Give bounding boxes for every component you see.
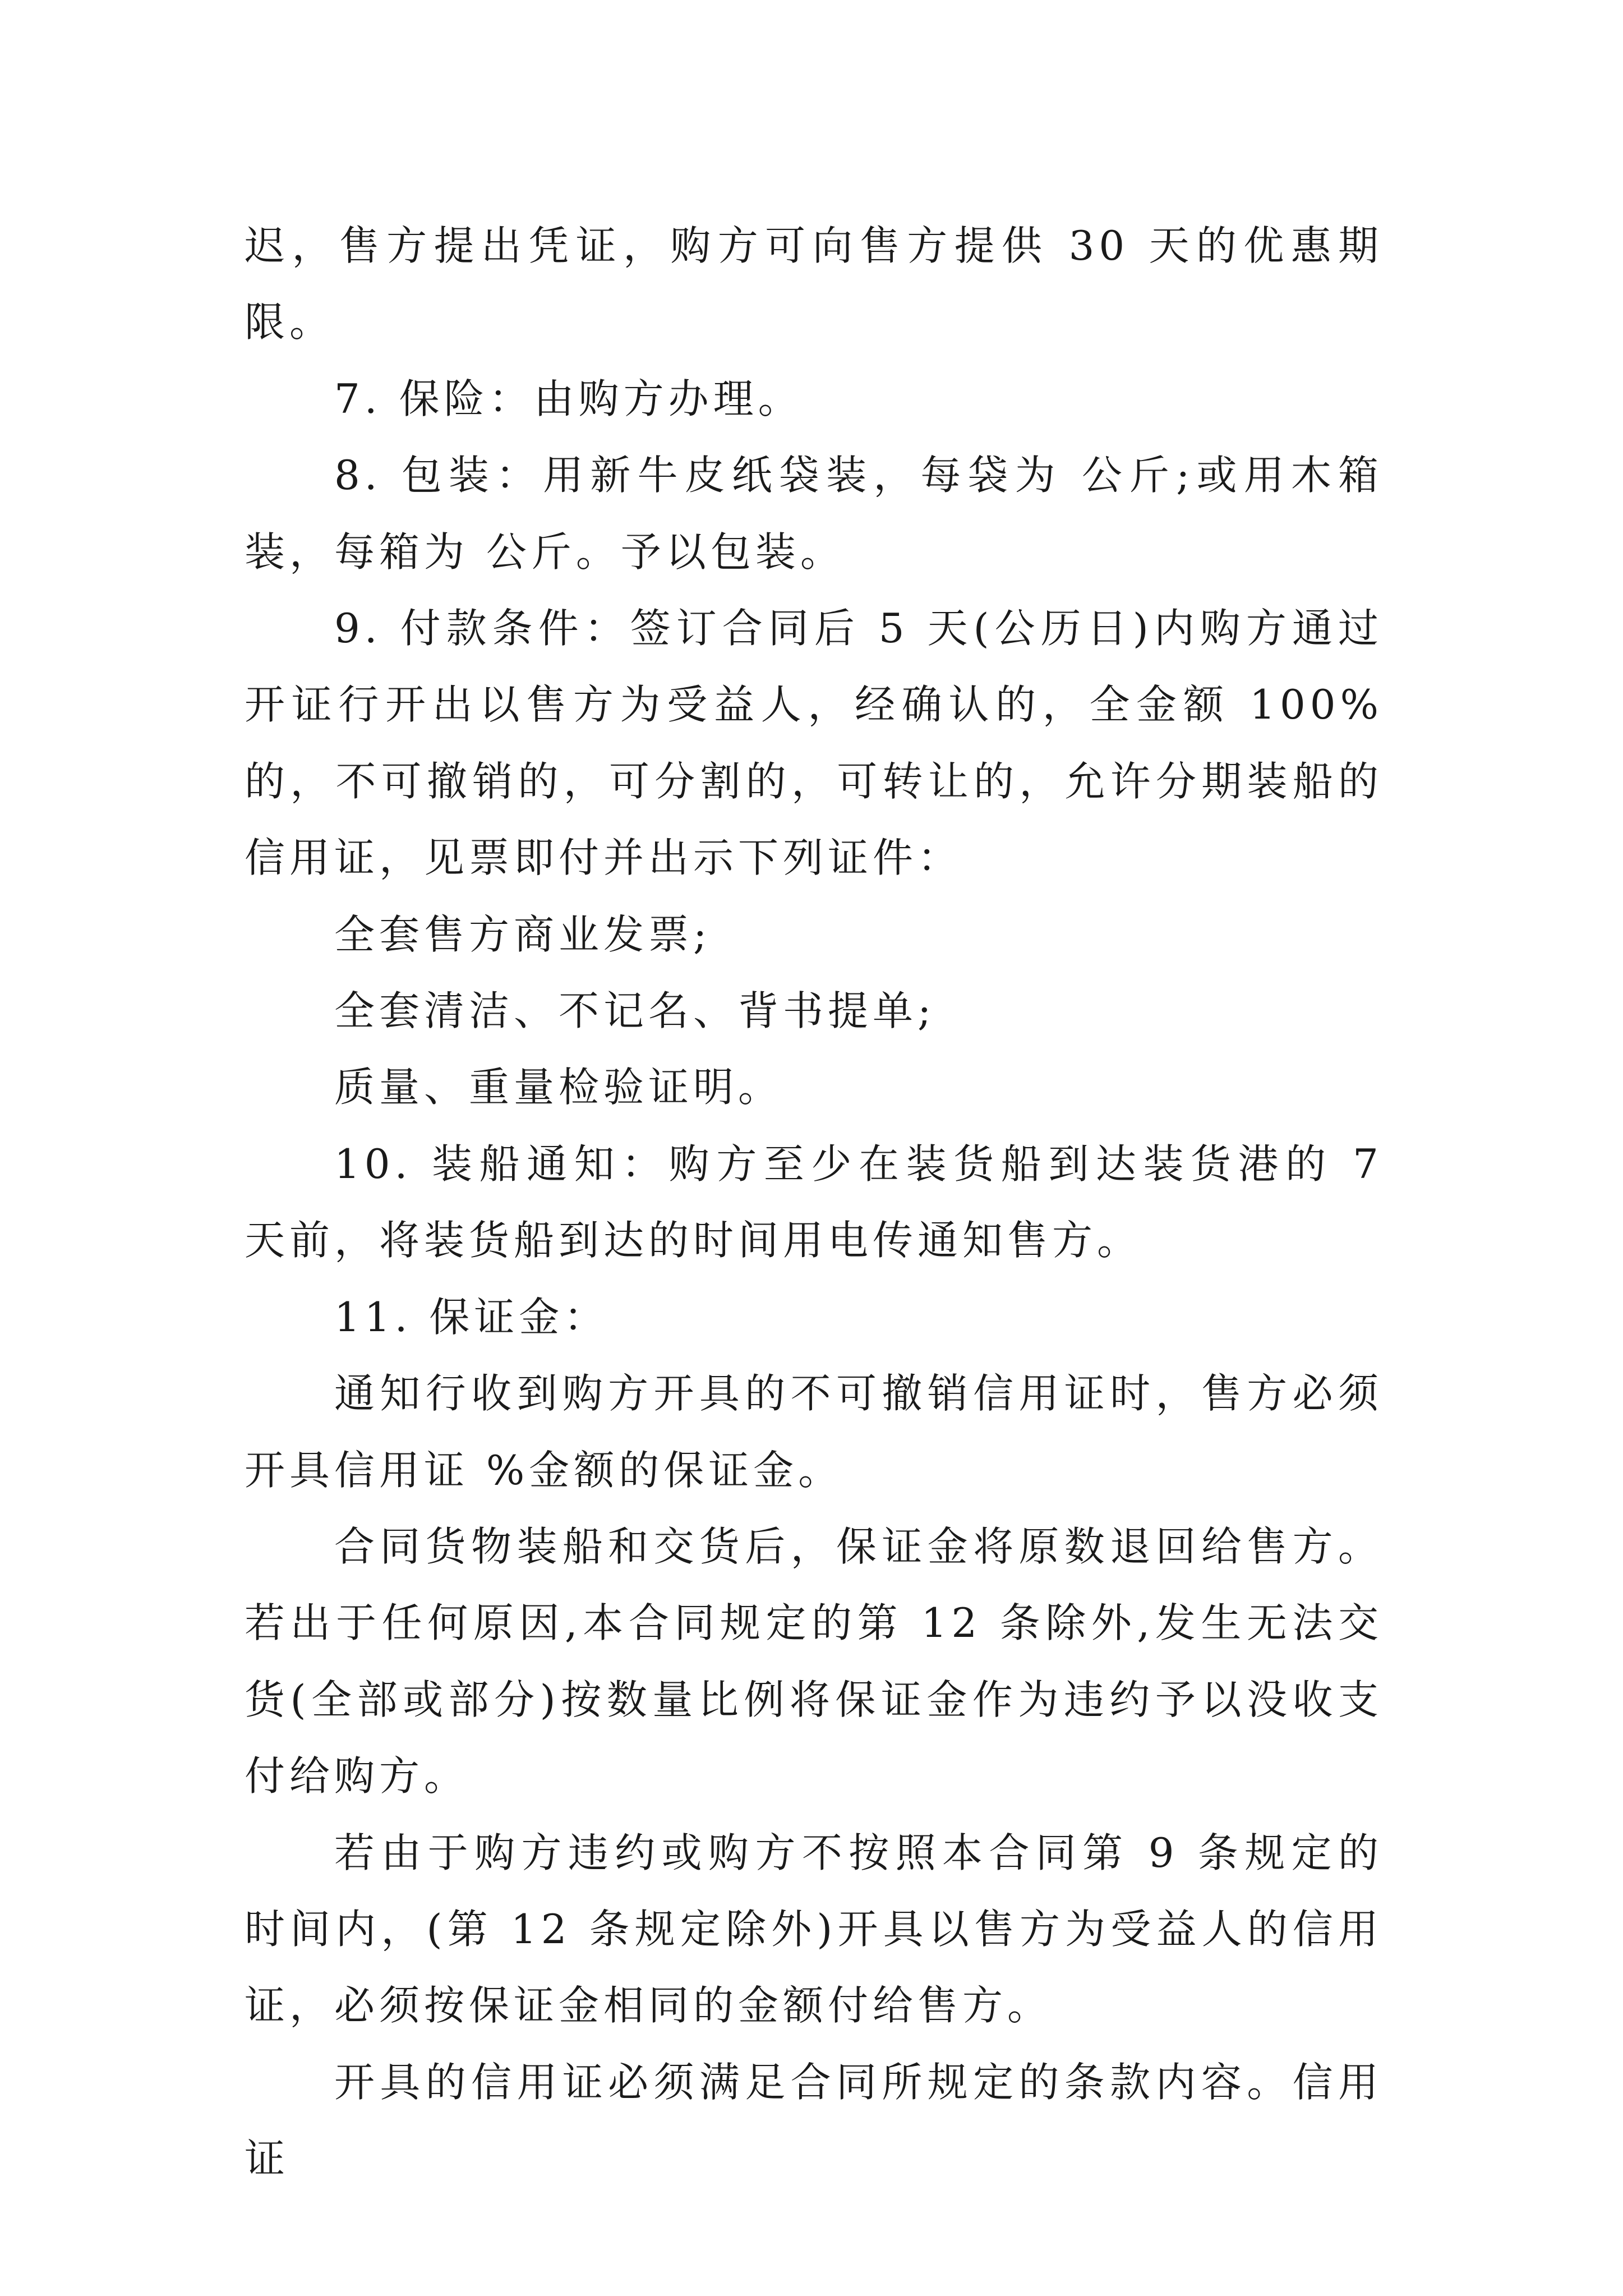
paragraph-letter-of-credit: 开具的信用证必须满足合同所规定的条款内容。信用证 — [245, 2058, 1383, 2183]
paragraph-packaging: 8. 包装：用新牛皮纸袋装，每袋为 公斤;或用木箱装，每箱为 公斤。予以包装。 — [245, 452, 1383, 576]
paragraph-bill-of-lading: 全套清洁、不记名、背书提单; — [334, 987, 936, 1035]
document-body — [245, 208, 1383, 2197]
paragraph-invoice: 全套售方商业发票; — [334, 910, 712, 958]
paragraph-0: 迟，售方提出凭证，购方可向售方提供 30 天的优惠期限。 — [245, 222, 1383, 346]
paragraph-deposit-heading: 11. 保证金： — [334, 1293, 609, 1341]
paragraph-payment-terms: 9. 付款条件：签订合同后 5 天(公历日)内购方通过开证行开出以售方为受益人，经确认的，全金额 100%的，不可撤销的，可分割的，可转让的，允许分期装船的信用证，见票即付并出示下列证件： — [245, 605, 1383, 882]
paragraph-insurance: 7. 保险：由购方办理。 — [334, 375, 803, 422]
paragraph-deposit-1: 通知行收到购方开具的不可撤销信用证时，售方必须开具信用证 %金额的保证金。 — [245, 1370, 1383, 1494]
paragraph-shipping-notice: 10. 装船通知：购方至少在装货船到达装货港的 7 天前，将装货船到达的时间用电传通知售方。 — [245, 1140, 1383, 1264]
paragraph-inspection-certificate: 质量、重量检验证明。 — [334, 1064, 783, 1111]
paragraph-deposit-2: 合同货物装船和交货后，保证金将原数退回给售方。若出于任何原因,本合同规定的第 12 条除外,发生无法交货(全部或部分)按数量比例将保证金作为违约予以没收支付给购方。 — [245, 1522, 1383, 1800]
paragraph-deposit-3: 若由于购方违约或购方不按照本合同第 9 条规定的时间内，(第 12 条规定除外)开具以售方为受益人的信用证，必须按保证金相同的金额付给售方。 — [245, 1829, 1383, 2030]
